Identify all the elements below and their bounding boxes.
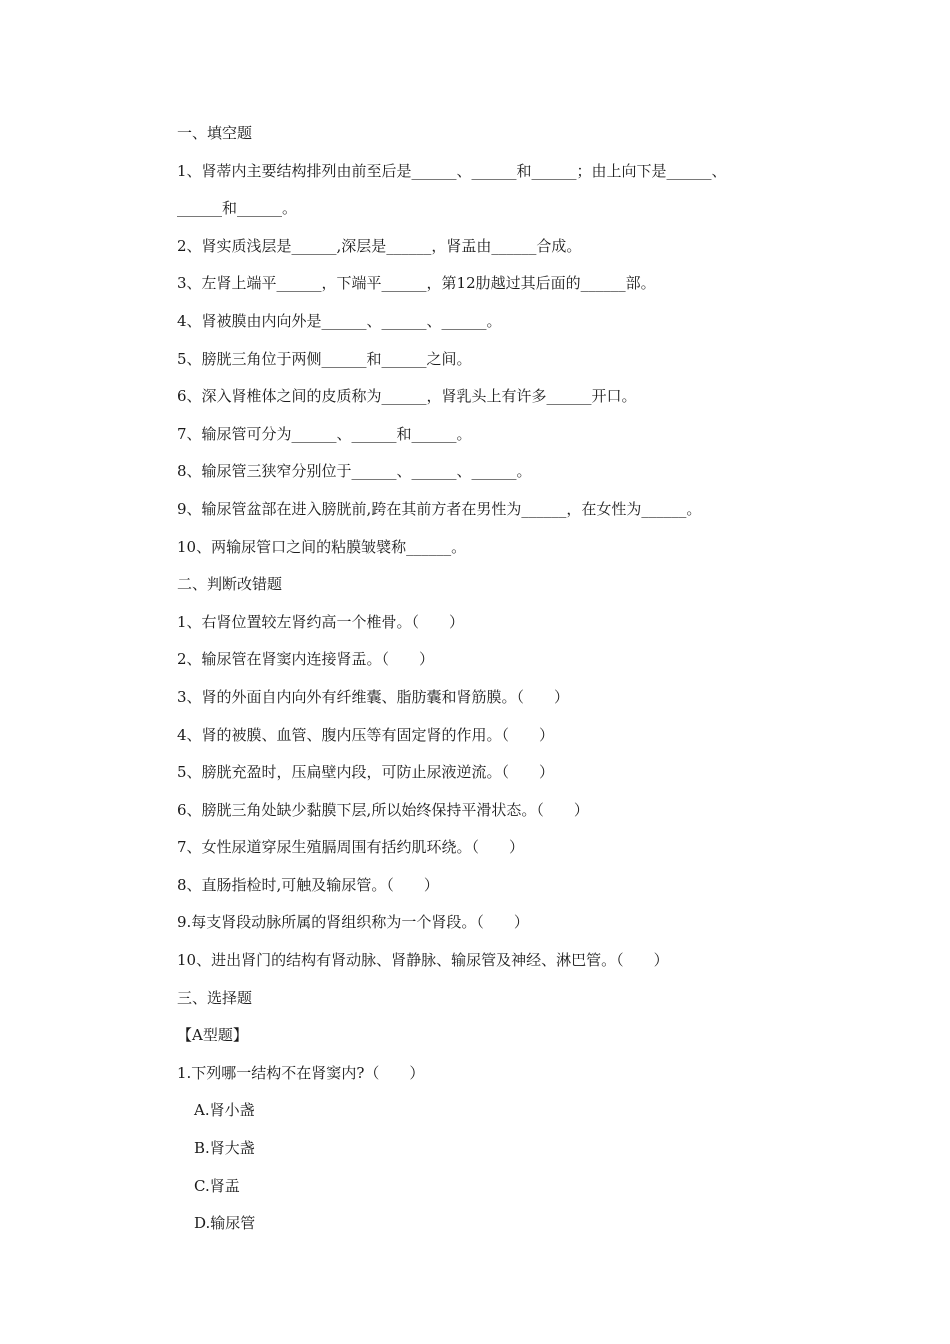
true-false-question-5: 5、膀胱充盈时，压扁壁内段，可防止尿液逆流。（ ） [177, 763, 555, 782]
section-choice-title: 三、选择题 [177, 988, 253, 1007]
true-false-question-9: 9.每支肾段动脉所属的肾组织称为一个肾段。（ ） [177, 913, 529, 932]
choice-question-1: 1.下列哪一结构不在肾窦内?（ ） [177, 1063, 425, 1082]
fill-in-question-10: 10、两输尿管口之间的粘膜皱襞称______。 [177, 537, 467, 556]
true-false-question-10: 10、进出肾门的结构有肾动脉、肾静脉、输尿管及神经、淋巴管。（ ） [177, 951, 669, 970]
fill-in-question-5: 5、膀胱三角位于两侧______和______之间。 [177, 349, 472, 368]
true-false-question-6: 6、膀胱三角处缺少黏膜下层,所以始终保持平滑状态。（ ） [177, 800, 589, 819]
true-false-question-7: 7、女性尿道穿尿生殖膈周围有括约肌环绕。（ ） [177, 838, 525, 857]
fill-in-question-2: 2、肾实质浅层是______,深层是______，肾盂由______合成。 [177, 236, 582, 255]
true-false-question-8: 8、直肠指检时,可触及输尿管。（ ） [177, 875, 439, 894]
fill-in-question-7: 7、输尿管可分为______、______和______。 [177, 424, 472, 443]
section-true-false-title: 二、判断改错题 [177, 575, 283, 594]
fill-in-question-4: 4、肾被膜由内向外是______、______、______。 [177, 311, 502, 330]
choice-option-c: C.肾盂 [194, 1176, 240, 1195]
fill-in-question-9: 9、输尿管盆部在进入膀胱前,跨在其前方者在男性为______，在女性为______。 [177, 499, 702, 518]
true-false-question-1: 1、右肾位置较左肾约高一个椎骨。（ ） [177, 612, 465, 631]
choice-option-d: D.输尿管 [194, 1214, 256, 1233]
choice-type-heading: 【A型题】 [177, 1026, 248, 1045]
document-page [177, 120, 817, 1248]
fill-in-question-6: 6、深入肾椎体之间的皮质称为______，肾乳头上有许多______开口。 [177, 387, 637, 406]
fill-in-question-1-cont: ______和______。 [177, 199, 298, 218]
true-false-question-2: 2、输尿管在肾窦内连接肾盂。（ ） [177, 650, 435, 669]
choice-option-a: A.肾小盏 [194, 1101, 255, 1120]
true-false-question-3: 3、肾的外面自内向外有纤维囊、脂肪囊和肾筋膜。（ ） [177, 687, 570, 706]
section-fill-in-title: 一、填空题 [177, 124, 253, 142]
true-false-question-4: 4、肾的被膜、血管、腹内压等有固定肾的作用。（ ） [177, 725, 555, 744]
fill-in-question-1: 1、肾蒂内主要结构排列由前至后是______、______和______；由上向下是______、 [177, 161, 727, 180]
choice-option-b: B.肾大盏 [194, 1139, 255, 1158]
fill-in-question-8: 8、输尿管三狭窄分别位于______、______、______。 [177, 462, 532, 481]
fill-in-question-3: 3、左肾上端平______，下端平______，第12肋越过其后面的______部。 [177, 274, 656, 293]
